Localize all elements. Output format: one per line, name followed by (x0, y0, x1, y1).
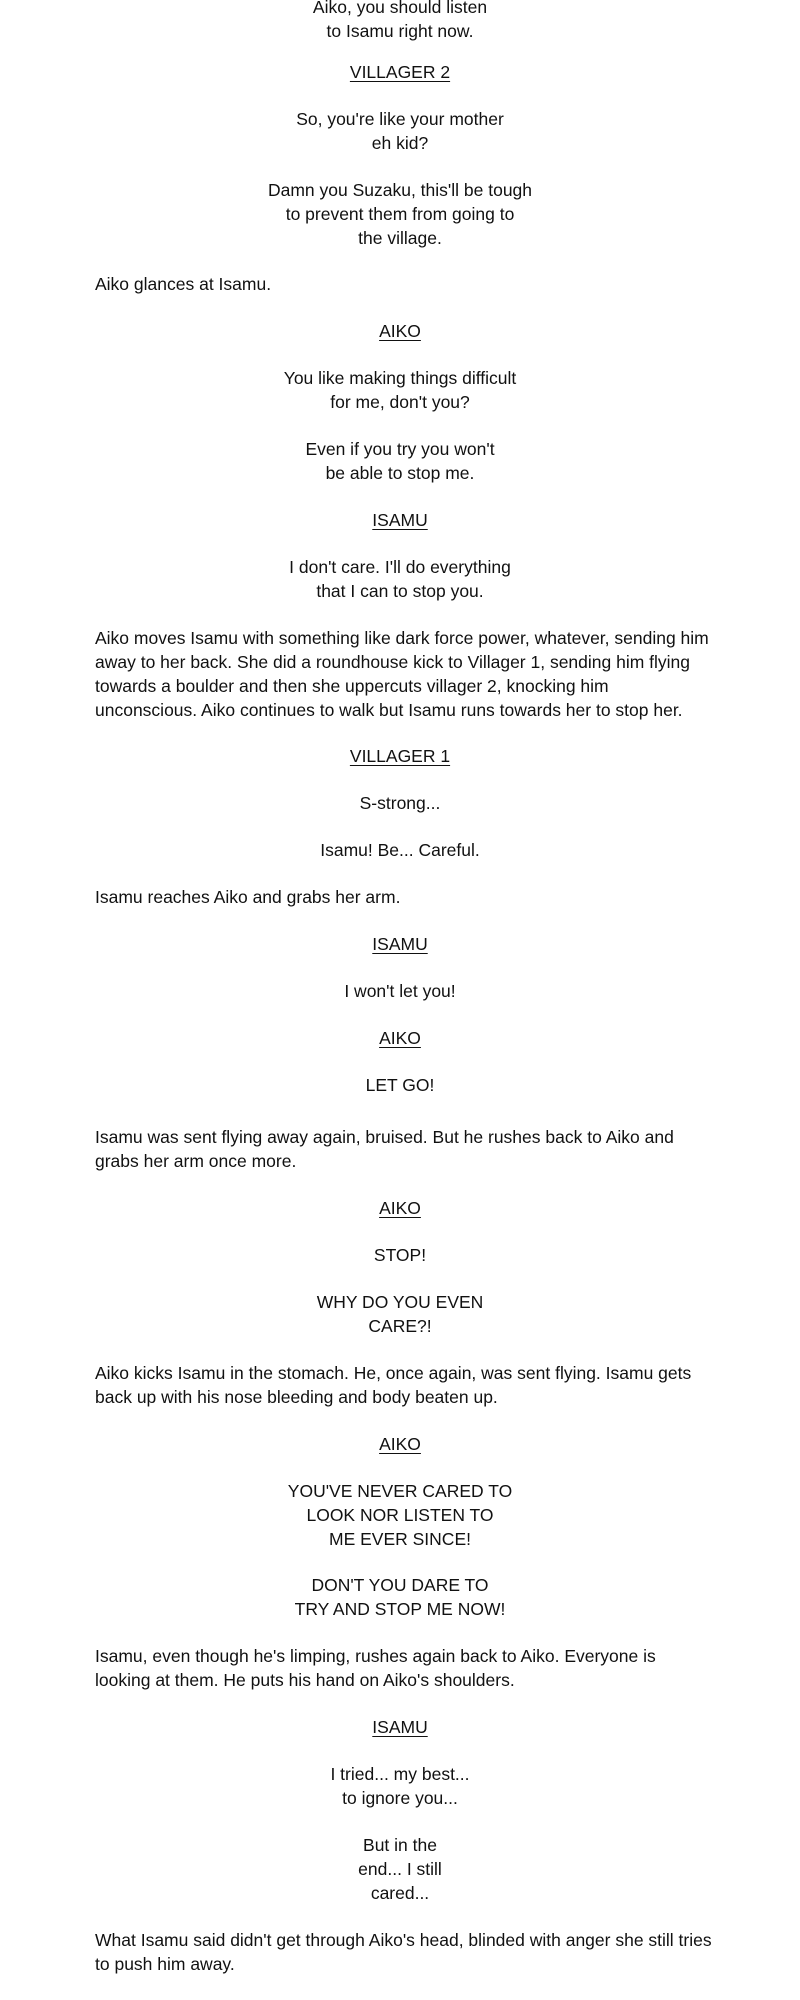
dialogue-line: DON'T YOU DARE TO TRY AND STOP ME NOW! (294, 1575, 506, 1619)
character-name: AIKO (379, 1434, 421, 1454)
dialogue-line: Even if you try you won't be able to stop me. (305, 439, 495, 483)
dialogue-line: Damn you Suzaku, this'll be tough to prevent them from going to the village. (267, 180, 533, 248)
action-line: Isamu, even though he's limping, rushes again back to Aiko. Everyone is looking at them. He puts his hand on Aiko's shoulders. (95, 1646, 656, 1690)
action-line: Aiko kicks Isamu in the stomach. He, once again, was sent flying. Isamu gets back up with his nose bleeding and body beaten up. (95, 1363, 692, 1407)
action-line: What Isamu said didn't get through Aiko's head, blinded with anger she still tries to push him away. (95, 1930, 712, 1974)
dialogue-line: LET GO! (365, 1075, 435, 1095)
character-name: ISAMU (372, 1717, 428, 1737)
dialogue-line: Isamu! Be... Careful. (320, 840, 480, 860)
character-name: AIKO (379, 1028, 421, 1048)
character-name: ISAMU (372, 510, 428, 530)
action-line: Aiko moves Isamu with something like dark force power, whatever, sending him away to her back. She did a roundhouse kick to Villager 1, sending him flying towards a boulder and then she uppercuts villager 2, knocking him unconscious. Aiko continues to walk but Isamu runs towards her to stop her. (95, 628, 709, 720)
character-name: AIKO (379, 321, 421, 341)
character-name: VILLAGER 1 (349, 746, 451, 766)
action-line: Aiko glances at Isamu. (95, 274, 272, 294)
dialogue-line: WHY DO YOU EVEN CARE?! (316, 1292, 484, 1336)
dialogue-line: So, you're like your mother eh kid? (296, 109, 504, 153)
dialogue-line: You like making things difficult for me, don't you? (283, 368, 517, 412)
dialogue-line: YOU'VE NEVER CARED TO LOOK NOR LISTEN TO ME EVER SINCE! (287, 1481, 513, 1549)
dialogue-line: I don't care. I'll do everything that I can to stop you. (289, 557, 511, 601)
character-name: ISAMU (372, 934, 428, 954)
action-line: Isamu reaches Aiko and grabs her arm. (95, 887, 401, 907)
dialogue-line: But in the end... I still cared... (358, 1835, 442, 1903)
character-name: AIKO (379, 1198, 421, 1218)
dialogue-line: S-strong... (359, 793, 441, 813)
dialogue-line: I won't let you! (344, 981, 456, 1001)
dialogue-line: Aiko, you should listen to Isamu right now. (312, 0, 488, 41)
action-line: Isamu was sent flying away again, bruised. But he rushes back to Aiko and grabs her arm once more. (95, 1127, 674, 1171)
dialogue-line: I tried... my best... to ignore you... (330, 1764, 470, 1808)
character-name: VILLAGER 2 (349, 62, 451, 82)
dialogue-line: STOP! (373, 1245, 427, 1265)
